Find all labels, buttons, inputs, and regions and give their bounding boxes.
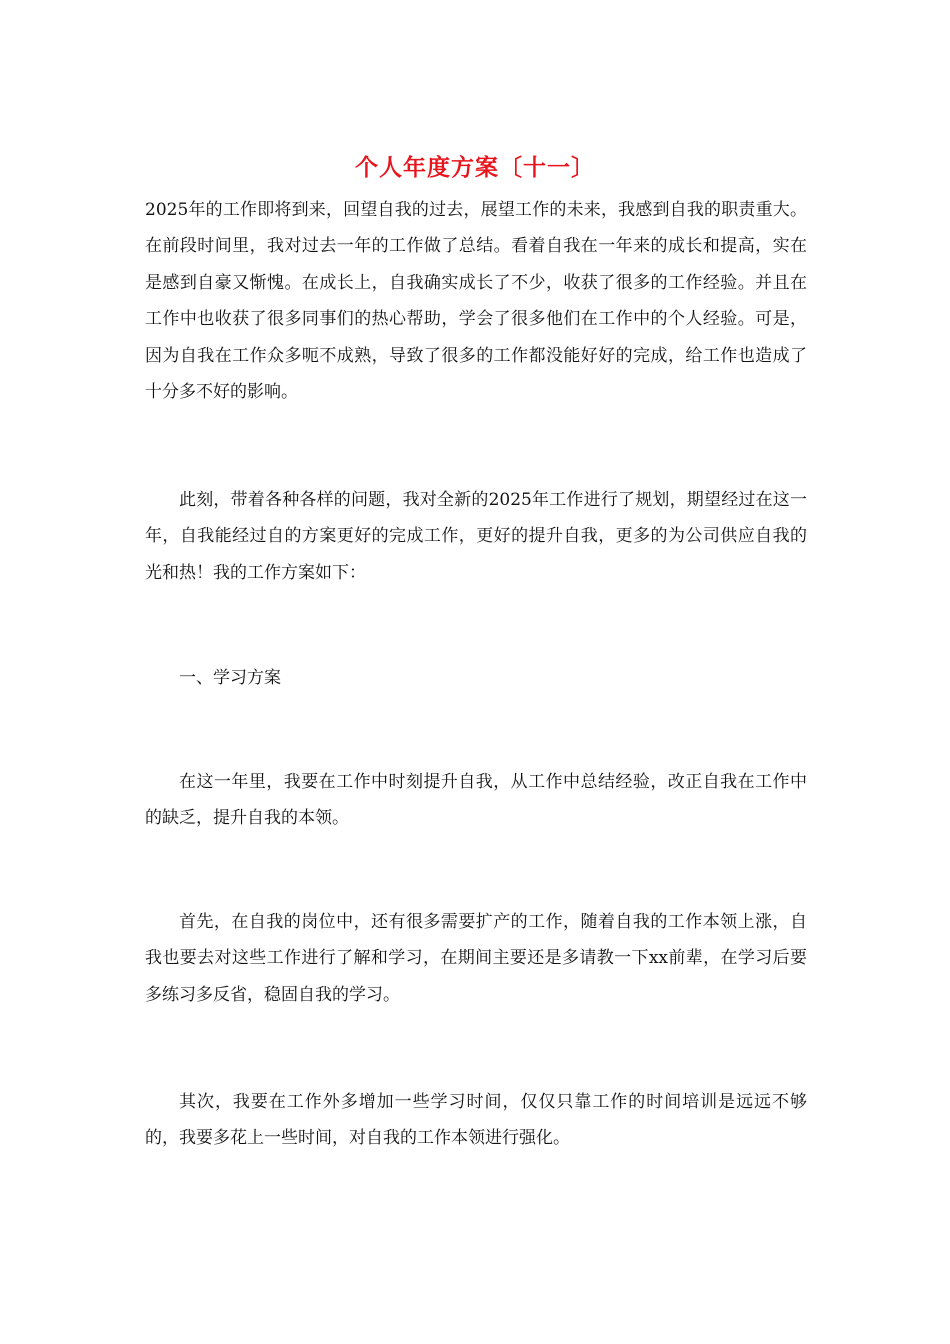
document-title: 个人年度方案〔十一〕	[355, 154, 595, 181]
paragraph-first-point: 首先，在自我的岗位中，还有很多需要扩产的工作，随着自我的工作本领上涨，自我也要去对这些工作进行了解和学习，在期间主要还是多请教一下xx前辈，在学习后要多练习多反省，稳固自我的学习。	[145, 912, 807, 1005]
paragraph-second-point: 其次，我要在工作外多增加一些学习时间，仅仅只靠工作的时间培训是远远不够的，我要多花上一些时间，对自我的工作本领进行强化。	[145, 1092, 807, 1149]
paragraph-intro: 2025年的工作即将到来，回望自我的过去，展望工作的未来，我感到自我的职责重大。在前段时间里，我对过去一年的工作做了总结。看着自我在一年来的成长和提高，实在是感到自豪又惭愧。在成长上，自我确实成长了不少，收获了很多的工作经验。并且在工作中也收获了很多同事们的热心帮助，学会了很多他们在工作中的个人经验。可是，因为自我在工作众多呃不成熟，导致了很多的工作都没能好好的完成，给工作也造成了十分多不好的影响。	[145, 200, 807, 403]
paragraph-plan-overview: 此刻，带着各种各样的问题，我对全新的2025年工作进行了规划，期望经过在这一年，自我能经过自的方案更好的完成工作，更好的提升自我，更多的为公司供应自我的光和热！我的工作方案如下：	[145, 490, 807, 583]
paragraph-learning-goal: 在这一年里，我要在工作中时刻提升自我，从工作中总结经验，改正自我在工作中的缺乏，提升自我的本领。	[145, 772, 807, 829]
section-heading-learning-plan: 一、学习方案	[179, 668, 281, 688]
